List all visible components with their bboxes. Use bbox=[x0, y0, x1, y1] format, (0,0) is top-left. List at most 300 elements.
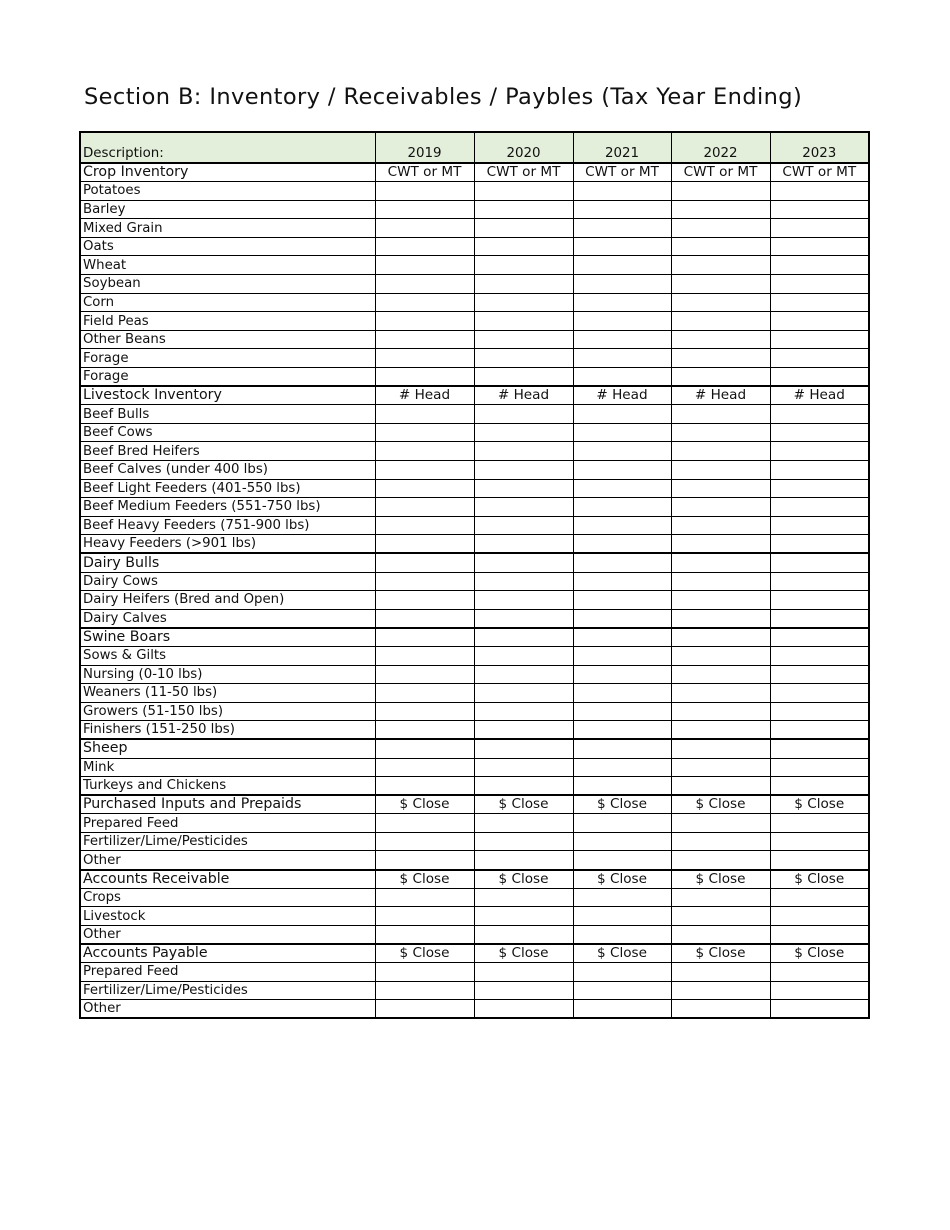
value-cell-2020[interactable] bbox=[474, 721, 573, 740]
value-cell-2022[interactable] bbox=[671, 572, 770, 591]
value-cell-2019[interactable] bbox=[375, 312, 474, 331]
value-cell-2023[interactable] bbox=[770, 832, 869, 851]
value-cell-2019[interactable] bbox=[375, 461, 474, 480]
row-label: Beef Light Feeders (401-550 lbs) bbox=[80, 479, 375, 498]
value-cell-2022[interactable] bbox=[671, 888, 770, 907]
value-cell-2020[interactable] bbox=[474, 479, 573, 498]
value-cell-2021[interactable] bbox=[573, 516, 671, 535]
table-row bbox=[80, 479, 869, 498]
value-cell-2022[interactable] bbox=[671, 219, 770, 238]
value-cell-2021[interactable] bbox=[573, 981, 671, 1000]
row-label: Field Peas bbox=[80, 312, 375, 331]
value-cell-2023[interactable] bbox=[770, 200, 869, 219]
value-cell-2019[interactable] bbox=[375, 684, 474, 703]
value-cell-2022[interactable] bbox=[671, 349, 770, 368]
value-cell-2021[interactable] bbox=[573, 405, 671, 424]
value-cell-2023[interactable] bbox=[770, 963, 869, 982]
section-heading-row bbox=[80, 163, 869, 182]
row-label: Livestock bbox=[80, 907, 375, 926]
value-cell-2022[interactable] bbox=[671, 721, 770, 740]
table-row bbox=[80, 609, 869, 628]
value-cell-2021[interactable] bbox=[573, 182, 671, 201]
value-cell-2019[interactable] bbox=[375, 758, 474, 777]
unit-cell-2023: # Head bbox=[770, 386, 869, 405]
value-cell-2020[interactable] bbox=[474, 684, 573, 703]
value-cell-2019[interactable] bbox=[375, 349, 474, 368]
table-row bbox=[80, 405, 869, 424]
value-cell-2022[interactable] bbox=[671, 963, 770, 982]
unit-cell-2022: $ Close bbox=[671, 944, 770, 963]
year-header-2022: 2022 bbox=[671, 132, 770, 163]
section-heading-row bbox=[80, 944, 869, 963]
value-cell-2022[interactable] bbox=[671, 479, 770, 498]
row-label: Turkeys and Chickens bbox=[80, 777, 375, 796]
unit-cell-2023: CWT or MT bbox=[770, 163, 869, 182]
value-cell-2021[interactable] bbox=[573, 963, 671, 982]
section-heading-row bbox=[80, 386, 869, 405]
value-cell-2019[interactable] bbox=[375, 665, 474, 684]
value-cell-2020[interactable] bbox=[474, 442, 573, 461]
value-cell-2020[interactable] bbox=[474, 293, 573, 312]
value-cell-2020[interactable] bbox=[474, 405, 573, 424]
value-cell-2023[interactable] bbox=[770, 293, 869, 312]
table-row bbox=[80, 312, 869, 331]
value-cell-2019[interactable] bbox=[375, 609, 474, 628]
value-cell-2020[interactable] bbox=[474, 981, 573, 1000]
unit-cell-2022[interactable] bbox=[671, 739, 770, 758]
value-cell-2021[interactable] bbox=[573, 330, 671, 349]
unit-cell-2019[interactable] bbox=[375, 553, 474, 572]
row-label: Beef Heavy Feeders (751-900 lbs) bbox=[80, 516, 375, 535]
value-cell-2022[interactable] bbox=[671, 777, 770, 796]
unit-cell-2021[interactable] bbox=[573, 628, 671, 647]
value-cell-2023[interactable] bbox=[770, 665, 869, 684]
value-cell-2023[interactable] bbox=[770, 275, 869, 294]
row-label: Other bbox=[80, 851, 375, 870]
value-cell-2022[interactable] bbox=[671, 423, 770, 442]
value-cell-2019[interactable] bbox=[375, 851, 474, 870]
value-cell-2023[interactable] bbox=[770, 684, 869, 703]
value-cell-2021[interactable] bbox=[573, 907, 671, 926]
unit-cell-2023[interactable] bbox=[770, 553, 869, 572]
table-row bbox=[80, 851, 869, 870]
value-cell-2021[interactable] bbox=[573, 498, 671, 517]
value-cell-2020[interactable] bbox=[474, 219, 573, 238]
table-row bbox=[80, 907, 869, 926]
value-cell-2022[interactable] bbox=[671, 535, 770, 554]
value-cell-2019[interactable] bbox=[375, 814, 474, 833]
value-cell-2020[interactable] bbox=[474, 758, 573, 777]
row-label: Nursing (0-10 lbs) bbox=[80, 665, 375, 684]
value-cell-2021[interactable] bbox=[573, 591, 671, 610]
value-cell-2023[interactable] bbox=[770, 777, 869, 796]
section-heading: Accounts Payable bbox=[80, 944, 375, 963]
value-cell-2020[interactable] bbox=[474, 200, 573, 219]
value-cell-2022[interactable] bbox=[671, 925, 770, 944]
value-cell-2023[interactable] bbox=[770, 981, 869, 1000]
value-cell-2021[interactable] bbox=[573, 777, 671, 796]
value-cell-2022[interactable] bbox=[671, 293, 770, 312]
row-label: Fertilizer/Lime/Pesticides bbox=[80, 832, 375, 851]
section-title: Section B: Inventory / Receivables / Paybles (Tax Year Ending) bbox=[84, 84, 803, 110]
row-label: Other bbox=[80, 925, 375, 944]
unit-cell-2020: $ Close bbox=[474, 870, 573, 889]
unit-cell-2022: CWT or MT bbox=[671, 163, 770, 182]
value-cell-2022[interactable] bbox=[671, 405, 770, 424]
value-cell-2020[interactable] bbox=[474, 1000, 573, 1019]
value-cell-2021[interactable] bbox=[573, 832, 671, 851]
value-cell-2019[interactable] bbox=[375, 330, 474, 349]
value-cell-2023[interactable] bbox=[770, 851, 869, 870]
value-cell-2019[interactable] bbox=[375, 646, 474, 665]
value-cell-2023[interactable] bbox=[770, 405, 869, 424]
value-cell-2021[interactable] bbox=[573, 684, 671, 703]
value-cell-2020[interactable] bbox=[474, 498, 573, 517]
value-cell-2020[interactable] bbox=[474, 777, 573, 796]
value-cell-2022[interactable] bbox=[671, 981, 770, 1000]
value-cell-2022[interactable] bbox=[671, 684, 770, 703]
value-cell-2019[interactable] bbox=[375, 442, 474, 461]
table-row bbox=[80, 702, 869, 721]
value-cell-2023[interactable] bbox=[770, 814, 869, 833]
value-cell-2020[interactable] bbox=[474, 182, 573, 201]
value-cell-2023[interactable] bbox=[770, 702, 869, 721]
value-cell-2021[interactable] bbox=[573, 237, 671, 256]
value-cell-2022[interactable] bbox=[671, 832, 770, 851]
value-cell-2022[interactable] bbox=[671, 907, 770, 926]
value-cell-2019[interactable] bbox=[375, 479, 474, 498]
year-header-2019: 2019 bbox=[375, 132, 474, 163]
unit-cell-2020: $ Close bbox=[474, 944, 573, 963]
value-cell-2019[interactable] bbox=[375, 368, 474, 387]
value-cell-2023[interactable] bbox=[770, 925, 869, 944]
value-cell-2021[interactable] bbox=[573, 888, 671, 907]
value-cell-2021[interactable] bbox=[573, 925, 671, 944]
value-cell-2020[interactable] bbox=[474, 646, 573, 665]
unit-cell-2020[interactable] bbox=[474, 739, 573, 758]
value-cell-2020[interactable] bbox=[474, 851, 573, 870]
table-row bbox=[80, 275, 869, 294]
row-label: Growers (51-150 lbs) bbox=[80, 702, 375, 721]
row-label: Mixed Grain bbox=[80, 219, 375, 238]
value-cell-2022[interactable] bbox=[671, 442, 770, 461]
value-cell-2019[interactable] bbox=[375, 888, 474, 907]
section-heading: Accounts Receivable bbox=[80, 870, 375, 889]
value-cell-2021[interactable] bbox=[573, 461, 671, 480]
value-cell-2019[interactable] bbox=[375, 925, 474, 944]
value-cell-2020[interactable] bbox=[474, 963, 573, 982]
value-cell-2022[interactable] bbox=[671, 200, 770, 219]
unit-cell-2019: CWT or MT bbox=[375, 163, 474, 182]
value-cell-2023[interactable] bbox=[770, 423, 869, 442]
value-cell-2021[interactable] bbox=[573, 721, 671, 740]
value-cell-2020[interactable] bbox=[474, 907, 573, 926]
value-cell-2019[interactable] bbox=[375, 256, 474, 275]
table-row bbox=[80, 646, 869, 665]
table-row bbox=[80, 665, 869, 684]
value-cell-2019[interactable] bbox=[375, 237, 474, 256]
value-cell-2023[interactable] bbox=[770, 591, 869, 610]
value-cell-2020[interactable] bbox=[474, 461, 573, 480]
row-label: Potatoes bbox=[80, 182, 375, 201]
unit-cell-2019: # Head bbox=[375, 386, 474, 405]
value-cell-2019[interactable] bbox=[375, 405, 474, 424]
value-cell-2023[interactable] bbox=[770, 479, 869, 498]
value-cell-2020[interactable] bbox=[474, 535, 573, 554]
unit-cell-2019[interactable] bbox=[375, 628, 474, 647]
row-label: Barley bbox=[80, 200, 375, 219]
value-cell-2019[interactable] bbox=[375, 200, 474, 219]
value-cell-2021[interactable] bbox=[573, 814, 671, 833]
section-heading-row bbox=[80, 553, 869, 572]
row-label: Wheat bbox=[80, 256, 375, 275]
value-cell-2021[interactable] bbox=[573, 609, 671, 628]
value-cell-2022[interactable] bbox=[671, 461, 770, 480]
value-cell-2020[interactable] bbox=[474, 312, 573, 331]
value-cell-2020[interactable] bbox=[474, 423, 573, 442]
row-label: Beef Medium Feeders (551-750 lbs) bbox=[80, 498, 375, 517]
table-row bbox=[80, 368, 869, 387]
value-cell-2020[interactable] bbox=[474, 368, 573, 387]
value-cell-2021[interactable] bbox=[573, 479, 671, 498]
unit-cell-2021: # Head bbox=[573, 386, 671, 405]
value-cell-2023[interactable] bbox=[770, 646, 869, 665]
value-cell-2022[interactable] bbox=[671, 368, 770, 387]
value-cell-2021[interactable] bbox=[573, 368, 671, 387]
value-cell-2020[interactable] bbox=[474, 814, 573, 833]
value-cell-2022[interactable] bbox=[671, 182, 770, 201]
table-row bbox=[80, 256, 869, 275]
value-cell-2020[interactable] bbox=[474, 516, 573, 535]
row-label: Forage bbox=[80, 349, 375, 368]
value-cell-2020[interactable] bbox=[474, 888, 573, 907]
value-cell-2023[interactable] bbox=[770, 721, 869, 740]
unit-cell-2021: CWT or MT bbox=[573, 163, 671, 182]
value-cell-2021[interactable] bbox=[573, 349, 671, 368]
value-cell-2023[interactable] bbox=[770, 312, 869, 331]
table-row bbox=[80, 182, 869, 201]
value-cell-2021[interactable] bbox=[573, 293, 671, 312]
value-cell-2020[interactable] bbox=[474, 609, 573, 628]
unit-cell-2023[interactable] bbox=[770, 628, 869, 647]
value-cell-2020[interactable] bbox=[474, 237, 573, 256]
value-cell-2022[interactable] bbox=[671, 498, 770, 517]
value-cell-2023[interactable] bbox=[770, 888, 869, 907]
value-cell-2021[interactable] bbox=[573, 219, 671, 238]
unit-cell-2021: $ Close bbox=[573, 944, 671, 963]
value-cell-2019[interactable] bbox=[375, 535, 474, 554]
value-cell-2021[interactable] bbox=[573, 1000, 671, 1019]
value-cell-2023[interactable] bbox=[770, 535, 869, 554]
row-label: Dairy Calves bbox=[80, 609, 375, 628]
value-cell-2022[interactable] bbox=[671, 1000, 770, 1019]
value-cell-2023[interactable] bbox=[770, 572, 869, 591]
value-cell-2019[interactable] bbox=[375, 182, 474, 201]
value-cell-2021[interactable] bbox=[573, 275, 671, 294]
unit-cell-2020: $ Close bbox=[474, 795, 573, 814]
value-cell-2022[interactable] bbox=[671, 646, 770, 665]
unit-cell-2022: $ Close bbox=[671, 870, 770, 889]
section-heading-row bbox=[80, 795, 869, 814]
row-label: Crops bbox=[80, 888, 375, 907]
value-cell-2022[interactable] bbox=[671, 516, 770, 535]
value-cell-2021[interactable] bbox=[573, 758, 671, 777]
value-cell-2019[interactable] bbox=[375, 777, 474, 796]
value-cell-2020[interactable] bbox=[474, 572, 573, 591]
value-cell-2019[interactable] bbox=[375, 293, 474, 312]
value-cell-2022[interactable] bbox=[671, 330, 770, 349]
unit-cell-2019: $ Close bbox=[375, 795, 474, 814]
value-cell-2021[interactable] bbox=[573, 256, 671, 275]
value-cell-2020[interactable] bbox=[474, 349, 573, 368]
table-row bbox=[80, 925, 869, 944]
unit-cell-2023[interactable] bbox=[770, 739, 869, 758]
value-cell-2022[interactable] bbox=[671, 851, 770, 870]
value-cell-2020[interactable] bbox=[474, 275, 573, 294]
value-cell-2019[interactable] bbox=[375, 498, 474, 517]
value-cell-2023[interactable] bbox=[770, 758, 869, 777]
value-cell-2019[interactable] bbox=[375, 275, 474, 294]
value-cell-2021[interactable] bbox=[573, 423, 671, 442]
row-label: Prepared Feed bbox=[80, 963, 375, 982]
value-cell-2021[interactable] bbox=[573, 665, 671, 684]
value-cell-2019[interactable] bbox=[375, 907, 474, 926]
value-cell-2023[interactable] bbox=[770, 219, 869, 238]
value-cell-2020[interactable] bbox=[474, 665, 573, 684]
value-cell-2023[interactable] bbox=[770, 349, 869, 368]
value-cell-2020[interactable] bbox=[474, 832, 573, 851]
value-cell-2023[interactable] bbox=[770, 368, 869, 387]
value-cell-2019[interactable] bbox=[375, 721, 474, 740]
value-cell-2022[interactable] bbox=[671, 702, 770, 721]
value-cell-2019[interactable] bbox=[375, 963, 474, 982]
section-heading-row bbox=[80, 870, 869, 889]
section-heading: Crop Inventory bbox=[80, 163, 375, 182]
section-heading: Livestock Inventory bbox=[80, 386, 375, 405]
row-label: Finishers (151-250 lbs) bbox=[80, 721, 375, 740]
table-row bbox=[80, 200, 869, 219]
unit-cell-2020[interactable] bbox=[474, 553, 573, 572]
value-cell-2023[interactable] bbox=[770, 256, 869, 275]
value-cell-2022[interactable] bbox=[671, 665, 770, 684]
table-row bbox=[80, 1000, 869, 1019]
value-cell-2022[interactable] bbox=[671, 237, 770, 256]
value-cell-2022[interactable] bbox=[671, 275, 770, 294]
value-cell-2022[interactable] bbox=[671, 256, 770, 275]
value-cell-2022[interactable] bbox=[671, 758, 770, 777]
unit-cell-2021: $ Close bbox=[573, 870, 671, 889]
unit-cell-2022[interactable] bbox=[671, 553, 770, 572]
value-cell-2023[interactable] bbox=[770, 461, 869, 480]
value-cell-2019[interactable] bbox=[375, 702, 474, 721]
description-header: Description: bbox=[80, 132, 375, 163]
value-cell-2021[interactable] bbox=[573, 442, 671, 461]
value-cell-2020[interactable] bbox=[474, 925, 573, 944]
value-cell-2022[interactable] bbox=[671, 814, 770, 833]
table-row bbox=[80, 721, 869, 740]
row-label: Dairy Cows bbox=[80, 572, 375, 591]
unit-cell-2021[interactable] bbox=[573, 553, 671, 572]
table-row bbox=[80, 832, 869, 851]
value-cell-2019[interactable] bbox=[375, 219, 474, 238]
unit-cell-2020[interactable] bbox=[474, 628, 573, 647]
section-heading: Swine Boars bbox=[80, 628, 375, 647]
value-cell-2023[interactable] bbox=[770, 237, 869, 256]
table-row bbox=[80, 981, 869, 1000]
unit-cell-2019: $ Close bbox=[375, 944, 474, 963]
row-label: Corn bbox=[80, 293, 375, 312]
value-cell-2021[interactable] bbox=[573, 702, 671, 721]
value-cell-2020[interactable] bbox=[474, 256, 573, 275]
value-cell-2019[interactable] bbox=[375, 516, 474, 535]
value-cell-2023[interactable] bbox=[770, 498, 869, 517]
header-row bbox=[80, 132, 869, 163]
value-cell-2023[interactable] bbox=[770, 907, 869, 926]
value-cell-2021[interactable] bbox=[573, 851, 671, 870]
value-cell-2023[interactable] bbox=[770, 442, 869, 461]
year-header-2023: 2023 bbox=[770, 132, 869, 163]
value-cell-2023[interactable] bbox=[770, 609, 869, 628]
table-row bbox=[80, 535, 869, 554]
value-cell-2021[interactable] bbox=[573, 646, 671, 665]
section-heading-row bbox=[80, 628, 869, 647]
value-cell-2019[interactable] bbox=[375, 832, 474, 851]
table-row bbox=[80, 572, 869, 591]
value-cell-2023[interactable] bbox=[770, 182, 869, 201]
value-cell-2019[interactable] bbox=[375, 981, 474, 1000]
value-cell-2022[interactable] bbox=[671, 591, 770, 610]
unit-cell-2023: $ Close bbox=[770, 795, 869, 814]
value-cell-2022[interactable] bbox=[671, 609, 770, 628]
row-label: Beef Cows bbox=[80, 423, 375, 442]
table-row bbox=[80, 423, 869, 442]
table-row bbox=[80, 219, 869, 238]
row-label: Soybean bbox=[80, 275, 375, 294]
value-cell-2019[interactable] bbox=[375, 1000, 474, 1019]
table-row bbox=[80, 684, 869, 703]
unit-cell-2019[interactable] bbox=[375, 739, 474, 758]
section-heading: Sheep bbox=[80, 739, 375, 758]
value-cell-2022[interactable] bbox=[671, 312, 770, 331]
value-cell-2023[interactable] bbox=[770, 516, 869, 535]
unit-cell-2022[interactable] bbox=[671, 628, 770, 647]
value-cell-2019[interactable] bbox=[375, 572, 474, 591]
table-row bbox=[80, 237, 869, 256]
value-cell-2020[interactable] bbox=[474, 591, 573, 610]
unit-cell-2020: CWT or MT bbox=[474, 163, 573, 182]
unit-cell-2021[interactable] bbox=[573, 739, 671, 758]
value-cell-2019[interactable] bbox=[375, 591, 474, 610]
inventory-table bbox=[79, 131, 870, 1019]
table-row bbox=[80, 777, 869, 796]
table-row bbox=[80, 591, 869, 610]
row-label: Other Beans bbox=[80, 330, 375, 349]
value-cell-2021[interactable] bbox=[573, 312, 671, 331]
row-label: Prepared Feed bbox=[80, 814, 375, 833]
value-cell-2021[interactable] bbox=[573, 200, 671, 219]
table-row bbox=[80, 349, 869, 368]
row-label: Oats bbox=[80, 237, 375, 256]
value-cell-2023[interactable] bbox=[770, 1000, 869, 1019]
value-cell-2020[interactable] bbox=[474, 702, 573, 721]
value-cell-2023[interactable] bbox=[770, 330, 869, 349]
value-cell-2021[interactable] bbox=[573, 535, 671, 554]
value-cell-2020[interactable] bbox=[474, 330, 573, 349]
value-cell-2019[interactable] bbox=[375, 423, 474, 442]
unit-cell-2022: # Head bbox=[671, 386, 770, 405]
row-label: Beef Calves (under 400 lbs) bbox=[80, 461, 375, 480]
value-cell-2021[interactable] bbox=[573, 572, 671, 591]
